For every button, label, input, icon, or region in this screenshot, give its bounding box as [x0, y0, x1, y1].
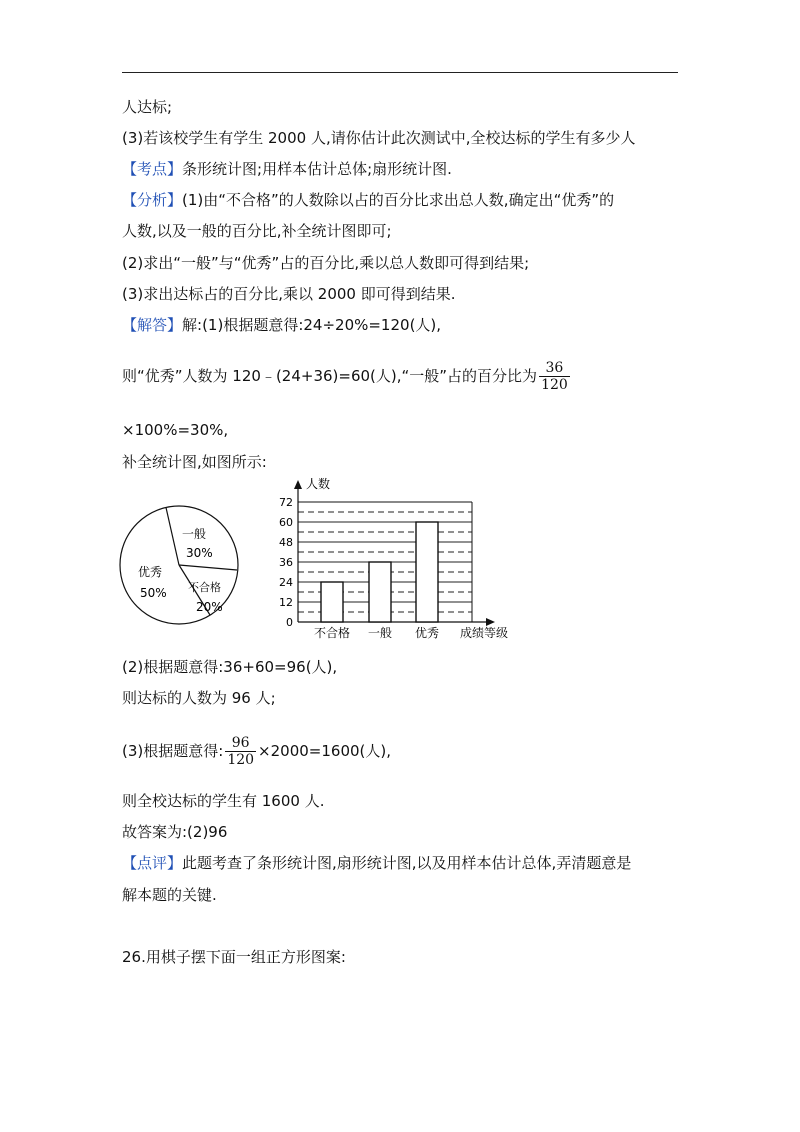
- text-line: 则全校达标的学生有 1600 人.: [122, 792, 325, 810]
- fenxi-text: (1)由“不合格”的人数除以占的百分比求出总人数,确定出“优秀”的: [182, 191, 615, 209]
- bar: [321, 582, 343, 622]
- fraction: [225, 735, 256, 768]
- text-line: (3)若该校学生有学生 2000 人,请你估计此次测试中,全校达标的学生有多少人: [122, 129, 636, 147]
- pie-divider: [179, 565, 237, 570]
- solution-text: 则“优秀”人数为 120﹣(24+36)=60(人),“一般”占的百分比为: [122, 367, 538, 385]
- solution-text: (3)根据题意得:: [122, 742, 224, 760]
- kaodian-tag: 【考点】: [122, 160, 183, 178]
- fraction-numerator: 36: [539, 360, 570, 377]
- text-line: 解本题的关键.: [122, 886, 217, 904]
- pie-pct-youxiu: 50%: [140, 586, 167, 600]
- dianping-text: 此题考查了条形统计图,扇形统计图,以及用样本估计总体,弄清题意是: [182, 854, 632, 872]
- pie-chart: [118, 500, 244, 630]
- text-line: 人达标;: [122, 98, 173, 116]
- fenxi-line: [122, 190, 614, 210]
- y-tick-label: 48: [279, 536, 293, 549]
- y-tick-label: 60: [279, 516, 293, 529]
- x-axis-label: 成绩等级: [460, 626, 509, 640]
- header-rule: [122, 72, 678, 73]
- bar: [369, 562, 391, 622]
- text-line: 故答案为:(2)96: [122, 823, 228, 841]
- fraction: [539, 360, 570, 393]
- bar-chart: [270, 475, 532, 645]
- x-tick-label: 不合格: [313, 626, 351, 640]
- fraction-numerator: 96: [225, 735, 256, 752]
- y-tick-label: 72: [279, 496, 293, 509]
- solution-line-fraction: [122, 735, 391, 768]
- kaodian-text: 条形统计图;用样本估计总体;扇形统计图.: [182, 160, 452, 178]
- text-line: 人数,以及一般的百分比,补全统计图即可;: [122, 222, 392, 240]
- fraction-denominator: 120: [541, 377, 568, 393]
- text-line: ×100%=30%,: [122, 421, 229, 439]
- pie-label-youxiu: 优秀: [138, 565, 163, 579]
- y-tick-label: 36: [279, 556, 293, 569]
- x-tick-label: 一般: [367, 626, 393, 640]
- jieda-tag: 【解答】: [122, 316, 183, 334]
- question-26: 26.用棋子摆下面一组正方形图案:: [122, 948, 346, 966]
- bar: [416, 522, 438, 622]
- x-axis-arrow: [486, 618, 495, 626]
- pie-divider: [166, 508, 179, 566]
- y-tick-label: 0: [286, 616, 293, 629]
- text-line: 补全统计图,如图所示:: [122, 453, 267, 471]
- dianping-tag: 【点评】: [122, 854, 183, 872]
- kaodian-line: [122, 159, 452, 179]
- y-tick-label: 12: [279, 596, 293, 609]
- fenxi-tag: 【分析】: [122, 191, 183, 209]
- solution-line-fraction: [122, 360, 572, 393]
- solution-text: ×2000=1600(人),: [258, 742, 392, 760]
- y-axis-label: 人数: [306, 477, 331, 491]
- pie-pct-buhege: 20%: [196, 600, 223, 614]
- y-tick-label: 24: [279, 576, 293, 589]
- text-line: 则达标的人数为 96 人;: [122, 689, 276, 707]
- pie-label-yiban: 一般: [182, 527, 207, 541]
- x-tick-label: 优秀: [414, 626, 440, 640]
- pie-pct-yiban: 30%: [186, 546, 213, 560]
- text-line: (3)求出达标占的百分比,乘以 2000 即可得到结果.: [122, 285, 456, 303]
- text-line: (2)根据题意得:36+60=96(人),: [122, 658, 338, 676]
- jieda-text: 解:(1)根据题意得:24÷20%=120(人),: [182, 316, 442, 334]
- dianping-line: [122, 853, 631, 873]
- pie-label-buhege: 不合格: [188, 581, 221, 594]
- text-line: (2)求出“一般”与“优秀”占的百分比,乘以总人数即可得到结果;: [122, 254, 530, 272]
- y-axis-arrow: [294, 480, 302, 489]
- fraction-denominator: 120: [227, 752, 255, 768]
- jieda-line: [122, 315, 441, 335]
